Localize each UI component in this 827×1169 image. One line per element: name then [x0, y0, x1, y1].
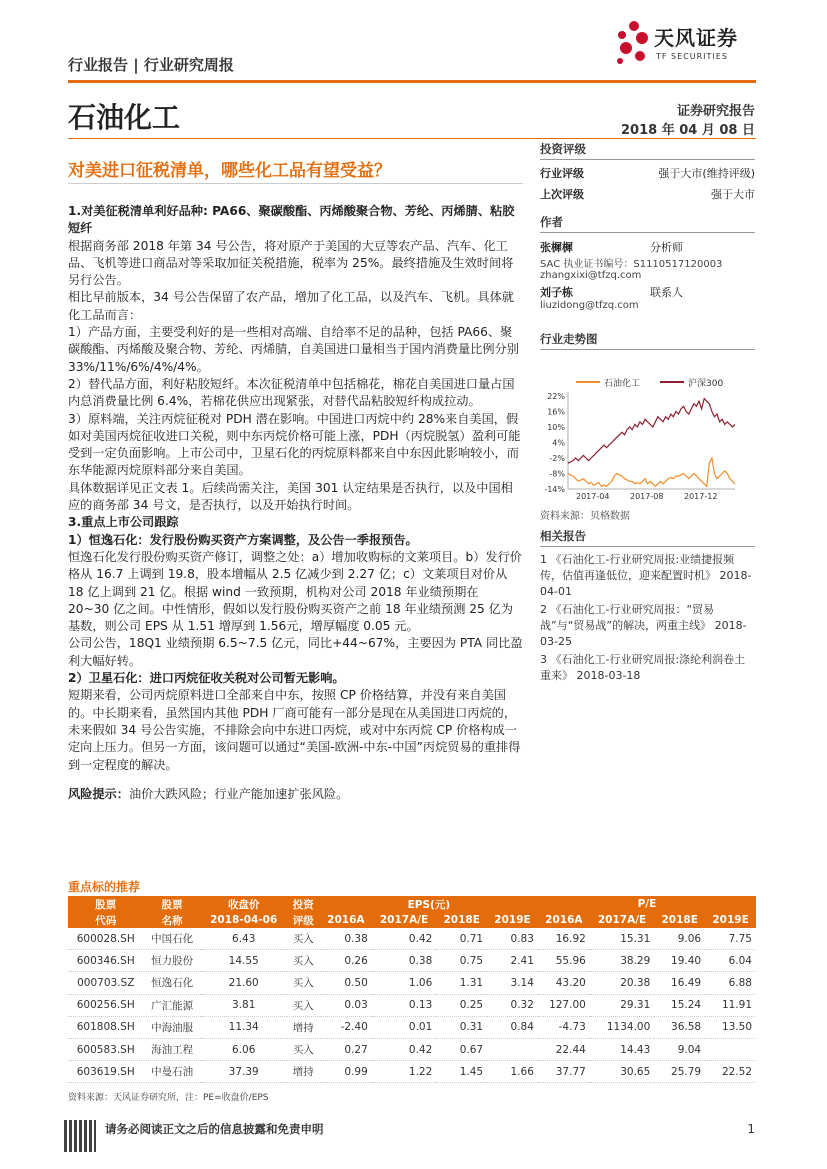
table-cell: 0.38 — [320, 928, 372, 950]
logo-english: TF SECURITIES — [656, 52, 728, 61]
table-cell: 0.42 — [372, 928, 436, 950]
table-cell: 0.71 — [436, 928, 487, 950]
author-name: 张樨樨 — [540, 241, 573, 254]
table-cell: 600256.SH — [68, 994, 144, 1016]
title-underline — [68, 183, 523, 184]
y-tick-label: -14% — [544, 485, 565, 494]
table-cell: 6.88 — [705, 972, 756, 994]
table-cell: 海油工程 — [144, 1038, 201, 1060]
table-row — [68, 1061, 756, 1083]
author-role: 分析师 — [650, 241, 683, 254]
paragraph: 3）原料端，关注丙烷征税对 PDH 潜在影响。中国进口丙烷中约 28%来自美国，假如对美国丙烷征收进口关税，则中东丙烷价格可能上涨，PDH（丙烷脱氢）盈利可能受到一定负面影响。上市公司中，卫星石化的丙烷原料都来自中东因此影响较小，而东华能源丙烷原料部分来自美国。 — [68, 411, 521, 478]
table-row — [68, 994, 756, 1016]
table-cell: 1.31 — [436, 972, 487, 994]
table-source: 资料来源：天风证券研究所，注：PE=收盘价/EPS — [68, 1093, 269, 1103]
table-cell: 20.38 — [590, 972, 654, 994]
title-rule — [68, 138, 756, 139]
table-cell: 43.20 — [538, 972, 590, 994]
table-cell: 15.24 — [654, 994, 705, 1016]
author-cert: SAC 执业证书编号：S1110517120003 — [540, 259, 723, 270]
table-cell: 11.34 — [201, 1016, 287, 1038]
table-cell: 603619.SH — [68, 1061, 144, 1083]
table-cell: 0.42 — [372, 1038, 436, 1060]
x-tick-label: 2017-12 — [684, 492, 718, 501]
header-rule — [68, 80, 756, 83]
trend-chart — [540, 354, 755, 504]
company-logo — [612, 18, 762, 74]
table-cell: 19.40 — [654, 950, 705, 972]
table-cell: 恒逸石化 — [144, 972, 201, 994]
author-name: 刘子栋 — [540, 286, 573, 299]
section-heading: 1.对美征税清单利好品种: PA66、聚碳酸酯、丙烯酸聚合物、芳纶、丙烯腈、粘胶短纤 — [68, 204, 515, 236]
table-cell: 广汇能源 — [144, 994, 201, 1016]
logo-text: 天风证券 — [654, 26, 738, 50]
table-cell: 600028.SH — [68, 928, 144, 950]
table-row — [68, 1038, 756, 1060]
table-cell: 买入 — [287, 972, 320, 994]
trend-heading: 行业走势图 — [540, 331, 755, 350]
table-cell: 601808.SH — [68, 1016, 144, 1038]
page-number: 1 — [747, 1122, 755, 1136]
col-header-year: 2016A — [538, 912, 590, 928]
table-cell: 0.38 — [372, 950, 436, 972]
author-email[interactable]: zhangxixi@tfzq.com — [540, 270, 642, 281]
table-cell: 600583.SH — [68, 1038, 144, 1060]
col-header: 2018-04-06 — [201, 912, 287, 928]
table-cell: 中国石化 — [144, 928, 201, 950]
table-cell: 6.04 — [705, 950, 756, 972]
col-header: 股票 — [144, 896, 201, 912]
table-cell: 买入 — [287, 994, 320, 1016]
related-report-3[interactable]: 3 《石油化工-行业研究周报:涤纶利润卷土重来》 2018-03-18 — [540, 653, 746, 682]
table-cell: 14.55 — [201, 950, 287, 972]
x-tick-label: 2017-08 — [630, 492, 664, 501]
paragraph: 根据商务部 2018 年第 34 号公告，将对原产于美国的大豆等农产品、汽车、化工品、飞机等进口商品对等采取加征关税措施，税率为 25%。最终措施及生效时间将另行公告。 — [68, 238, 514, 288]
report-type: 证券研究报告 — [676, 104, 755, 119]
paragraph: 公司公告，18Q1 业绩预期 6.5~7.5 亿元，同比+44~67%，主要因为 PTA 同比盈利大幅好转。 — [68, 636, 523, 668]
table-cell: 0.25 — [436, 994, 487, 1016]
table-cell: 买入 — [287, 928, 320, 950]
industry-name: 石油化工 — [68, 101, 181, 134]
col-header: 名称 — [144, 912, 201, 928]
y-tick-label: 16% — [547, 407, 565, 417]
table-row — [68, 950, 756, 972]
table-cell: 36.58 — [654, 1016, 705, 1038]
col-header-year: 2018E — [654, 912, 705, 928]
table-cell: 9.04 — [654, 1038, 705, 1060]
table-cell: 0.50 — [320, 972, 372, 994]
col-header-year: 2016A — [320, 912, 372, 928]
rating-block — [540, 141, 755, 202]
y-tick-label: 10% — [547, 423, 565, 432]
table-cell — [705, 1038, 756, 1060]
table-cell: 增持 — [287, 1016, 320, 1038]
last-rating-value: 强于大市 — [711, 188, 755, 201]
y-tick-label: -8% — [549, 469, 565, 479]
authors-block — [540, 214, 755, 311]
table-cell: 127.00 — [538, 994, 590, 1016]
table-cell: 0.67 — [436, 1038, 487, 1060]
paragraph: 短期来看，公司丙烷原料进口全部来自中东，按照 CP 价格结算，并没有来自美国的。中长期来看，虽然国内其他 PDH 厂商可能有一部分是现在从美国进口丙烷的，未来假如 34 号公告实施，不排除会向中东进口丙烷，或对中东丙烷 CP 价格构成一定向上压力。但另一方面，该问题可以通过“美国-欧洲-中东-中国”丙烷贸易的重排得到一定程度的解决。 — [68, 688, 521, 772]
y-tick-label: 4% — [552, 438, 565, 448]
table-cell: 55.96 — [538, 950, 590, 972]
table-cell: 29.31 — [590, 994, 654, 1016]
related-heading: 相关报告 — [540, 528, 755, 547]
header-breadcrumb: 行业报告 | 行业研究周报 — [68, 56, 234, 74]
col-header-year: 2018E — [436, 912, 487, 928]
table-cell: 16.92 — [538, 928, 590, 950]
table-cell: 38.29 — [590, 950, 654, 972]
table-cell: 1.06 — [372, 972, 436, 994]
col-header: 代码 — [68, 912, 144, 928]
table-cell: 16.49 — [654, 972, 705, 994]
table-cell: 0.83 — [487, 928, 538, 950]
series-line-0 — [568, 458, 735, 486]
col-header-year: 2019E — [705, 912, 756, 928]
table-cell: 1.45 — [436, 1061, 487, 1083]
subsection-heading: 2）卫星石化：进口丙烷征收关税对公司暂无影响。 — [68, 671, 345, 686]
subsection-heading: 1）恒逸石化：发行股份购买资产方案调整，及公告一季报预告。 — [68, 532, 418, 547]
col-header: 评级 — [287, 912, 320, 928]
table-cell: 买入 — [287, 1038, 320, 1060]
col-header-year: 2017A/E — [590, 912, 654, 928]
table-cell: 0.84 — [487, 1016, 538, 1038]
col-header-eps: EPS(元) — [320, 896, 538, 912]
report-date: 2018 年 04 月 08 日 — [621, 123, 755, 138]
paragraph: 1）产品方面，主要受利好的是一些相对高端、自给率不足的品种，包括 PA66、聚碳酸酯、丙烯酸及聚合物、芳纶、丙烯腈，自美国进口量相当于国内消费量比例分别 33%/11%/6%/4%/4%。 — [68, 325, 519, 374]
table-cell: 中海油服 — [144, 1016, 201, 1038]
legend-label: 石油化工 — [604, 379, 641, 389]
table-cell: 0.75 — [436, 950, 487, 972]
report-title: 对美进口征税清单，哪些化工品有望受益？ — [68, 161, 391, 181]
table-cell: 11.91 — [705, 994, 756, 1016]
table-heading: 重点标的推荐 — [68, 880, 141, 894]
paragraph: 恒逸石化发行股份购买资产修订，调整之处：a）增加收购标的文莱项目。b）发行价格从 16.7 上调到 19.8，股本增幅从 2.5 亿减少到 2.27 亿；c）文莱项目对价从 18 亿上调到 21 亿。根据 wind 一致预期，机构对公司 2018 年业绩预期在 20~30 亿之间。中性情形，假如以发行股份购买资产之前 18 年业绩预测 25 亿为基数，则公司 EPS 从 1.51 增厚到 1.56元，增厚幅度 0.05 元。 — [68, 549, 522, 634]
authors-heading: 作者 — [540, 214, 755, 233]
recommend-table — [68, 896, 756, 1083]
table-cell: 0.01 — [372, 1016, 436, 1038]
col-header-pe: P/E — [538, 896, 756, 912]
table-cell: 30.65 — [590, 1061, 654, 1083]
table-row — [68, 1016, 756, 1038]
table-cell: 2.41 — [487, 950, 538, 972]
author-email[interactable]: liuzidong@tfzq.com — [540, 300, 639, 311]
paragraph: 相比早前版本，34 号公告保留了农产品，增加了化工品，以及汽车、飞机。具体就化工品而言： — [68, 290, 514, 322]
table-cell: 1.66 — [487, 1061, 538, 1083]
table-row — [68, 972, 756, 994]
industry-rating-value: 强于大市(维持评级) — [658, 167, 755, 180]
table-cell — [487, 1038, 538, 1060]
table-row — [68, 928, 756, 950]
table-cell: -4.73 — [538, 1016, 590, 1038]
table-cell: 0.32 — [487, 994, 538, 1016]
footer-disclaimer: 请务必阅读正文之后的信息披露和免责申明 — [105, 1122, 324, 1136]
table-cell: 9.06 — [654, 928, 705, 950]
x-tick-label: 2017-04 — [576, 492, 610, 501]
risk-text: 油价大跌风险；行业产能加速扩张风险。 — [128, 786, 349, 801]
table-cell: 7.75 — [705, 928, 756, 950]
table-cell: 600346.SH — [68, 950, 144, 972]
table-cell: 6.06 — [201, 1038, 287, 1060]
table-cell: 中曼石油 — [144, 1061, 201, 1083]
table-cell: 1134.00 — [590, 1016, 654, 1038]
col-header: 收盘价 — [201, 896, 287, 912]
logo-mark-icon — [612, 18, 652, 68]
legend-label: 沪深300 — [688, 379, 724, 389]
y-tick-label: 22% — [547, 392, 565, 401]
industry-rating-label: 行业评级 — [540, 167, 584, 180]
last-rating-label: 上次评级 — [540, 188, 584, 201]
col-header: 股票 — [68, 896, 144, 912]
trend-block — [540, 331, 755, 522]
table-cell: -2.40 — [320, 1016, 372, 1038]
series-line-1 — [568, 399, 735, 464]
table-cell: 恒力股份 — [144, 950, 201, 972]
y-tick-label: -2% — [549, 454, 565, 463]
table-cell: 1.22 — [372, 1061, 436, 1083]
table-cell: 0.13 — [372, 994, 436, 1016]
table-cell: 0.27 — [320, 1038, 372, 1060]
table-cell: 3.14 — [487, 972, 538, 994]
table-cell: 22.44 — [538, 1038, 590, 1060]
trend-source: 资料来源：贝格数据 — [540, 511, 630, 522]
table-cell: 21.60 — [201, 972, 287, 994]
risk-label: 风险提示： — [68, 786, 129, 801]
table-cell: 37.39 — [201, 1061, 287, 1083]
table-cell: 0.99 — [320, 1061, 372, 1083]
table-cell: 25.79 — [654, 1061, 705, 1083]
main-body — [68, 203, 523, 803]
table-cell: 买入 — [287, 950, 320, 972]
table-cell: 15.31 — [590, 928, 654, 950]
table-cell: 37.77 — [538, 1061, 590, 1083]
col-header: 投资 — [287, 896, 320, 912]
col-header-year: 2017A/E — [372, 912, 436, 928]
related-report-2[interactable]: 2 《石油化工-行业研究周报：“贸易战”与“贸易战”的解决，两重主线》 2018-03-25 — [540, 603, 747, 648]
section-heading: 3.重点上市公司跟踪 — [68, 515, 179, 530]
related-report-1[interactable]: 1 《石油化工-行业研究周报:业绩捷报频传，估值再逢低位，迎来配置时机》 2018-04-01 — [540, 553, 752, 598]
table-cell: 6.43 — [201, 928, 287, 950]
table-cell: 000703.SZ — [68, 972, 144, 994]
col-header-year: 2019E — [487, 912, 538, 928]
table-cell: 14.43 — [590, 1038, 654, 1060]
paragraph: 具体数据详见正文表 1。后续尚需关注，美国 301 认定结果是否执行，以及中国相应的商务部 34 号文，是否执行，以及开始执行时间。 — [68, 480, 513, 513]
qr-code-icon — [64, 1120, 96, 1152]
related-block — [540, 528, 755, 684]
table-cell: 增持 — [287, 1061, 320, 1083]
author-role: 联系人 — [650, 286, 683, 299]
table-cell: 0.31 — [436, 1016, 487, 1038]
table-cell: 22.52 — [705, 1061, 756, 1083]
table-cell: 3.81 — [201, 994, 287, 1016]
table-cell: 13.50 — [705, 1016, 756, 1038]
rating-heading: 投资评级 — [540, 141, 755, 160]
paragraph: 2）替代品方面，利好粘胶短纤。本次征税清单中包括棉花，棉花自美国进口量占国内总消费量比例 6.4%，若棉花供应出现紧张，对替代品粘胶短纤构成拉动。 — [68, 376, 515, 409]
table-cell: 0.03 — [320, 994, 372, 1016]
table-cell: 0.26 — [320, 950, 372, 972]
